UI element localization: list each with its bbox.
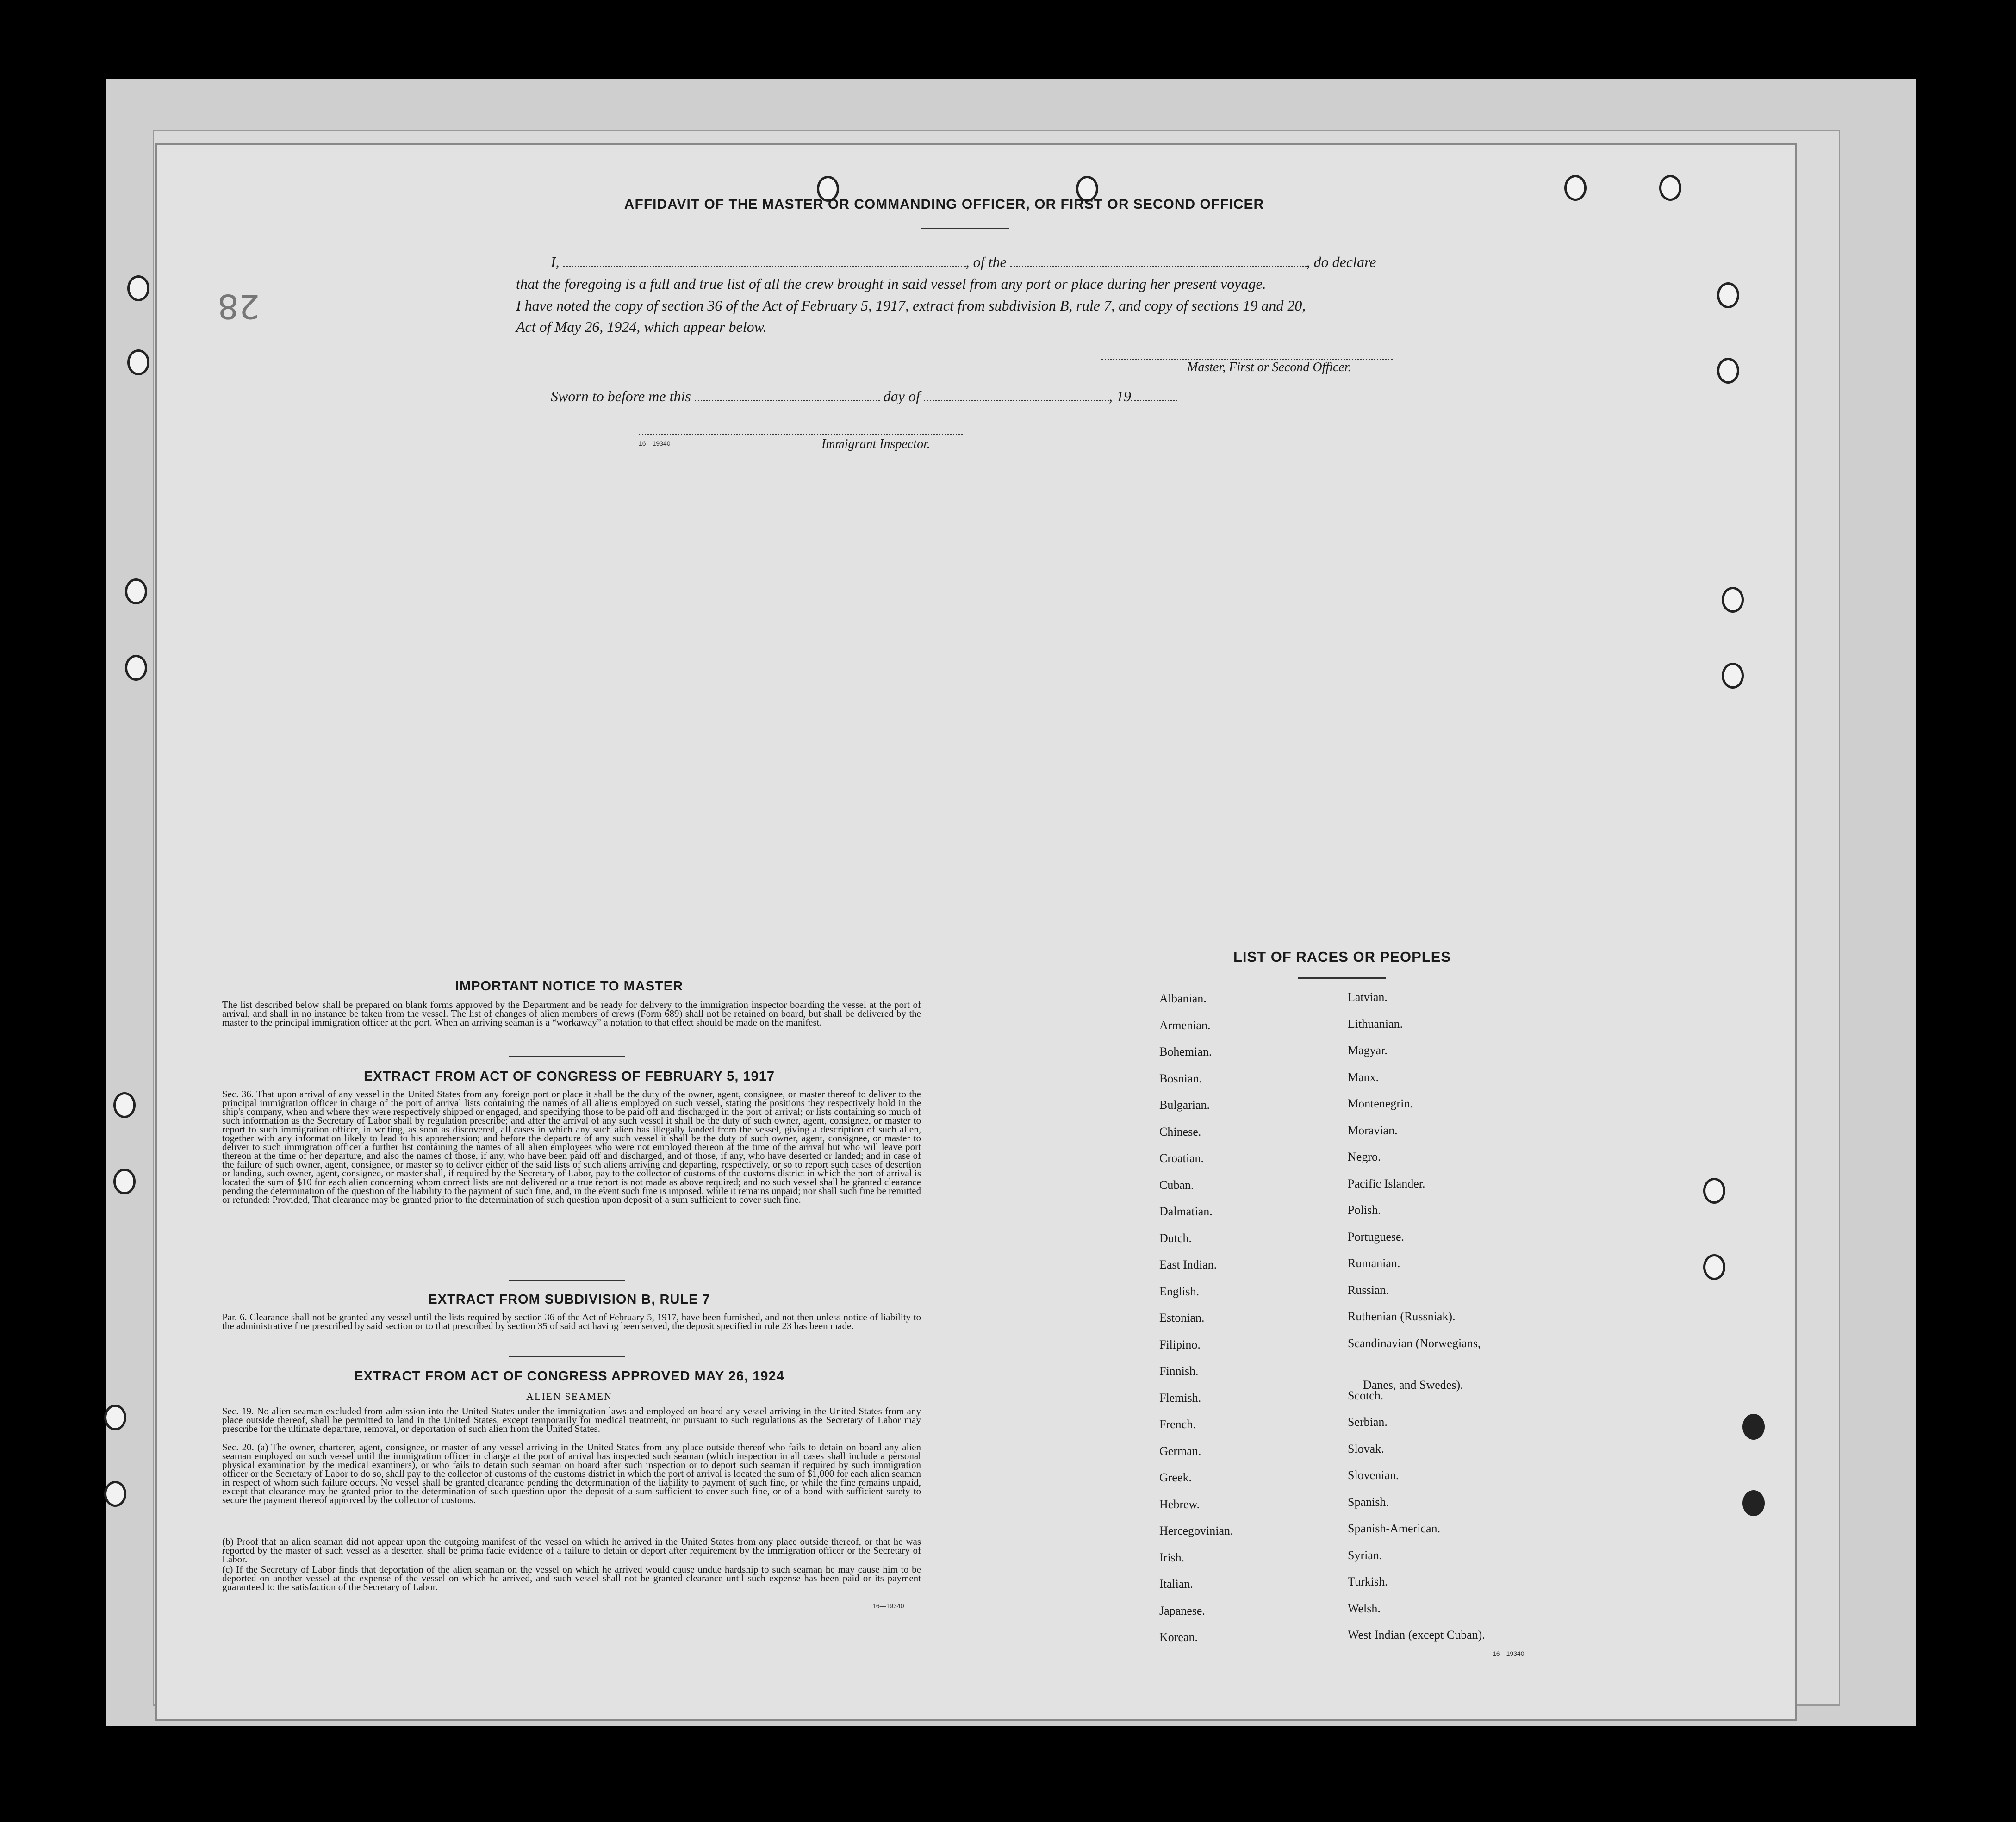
race-item: Syrian. — [1348, 1548, 1382, 1562]
race-item: Hebrew. — [1159, 1497, 1200, 1511]
race-item: Armenian. — [1159, 1018, 1211, 1032]
punch-hole-icon — [104, 1405, 126, 1430]
sec20b-text: (b) Proof that an alien seaman did not appear upon the outgoing manifest of the vessel on which he arrived in the United States from any place outside thereof, or that he was reported by the master of such vessel as a deserter, shall be prima facie evidence of a failure to detain or deport after requirement by the immigration officer or the Secretary of Labor. — [222, 1536, 921, 1565]
race-item: German. — [1159, 1444, 1201, 1458]
race-item: Turkish. — [1348, 1575, 1388, 1588]
punch-hole-icon — [1717, 282, 1739, 308]
race-item: Latvian. — [1348, 990, 1388, 1004]
punch-hole-icon — [113, 1169, 136, 1194]
race-item: English. — [1159, 1284, 1199, 1298]
affidavit-title: AFFIDAVIT OF THE MASTER OR COMMANDING OFFICER, OR FIRST OR SECOND OFFICER — [624, 197, 1264, 212]
race-item: Italian. — [1159, 1577, 1193, 1591]
alien-seamen-subtitle: ALIEN SEAMEN — [526, 1391, 612, 1402]
race-item: Bosnian. — [1159, 1071, 1202, 1085]
race-item: West Indian (except Cuban). — [1348, 1628, 1485, 1642]
punch-hole-icon — [125, 578, 147, 604]
punch-hole-icon — [1717, 358, 1739, 384]
race-item: French. — [1159, 1418, 1196, 1431]
race-item: Finnish. — [1159, 1364, 1199, 1378]
punch-hole-icon — [1659, 175, 1681, 201]
race-item: Filipino. — [1159, 1337, 1201, 1351]
race-item: Spanish-American. — [1348, 1522, 1441, 1535]
race-item: East Indian. — [1159, 1258, 1217, 1271]
race-item: Dutch. — [1159, 1231, 1192, 1245]
race-item: Rumanian. — [1348, 1256, 1400, 1270]
race-item: Chinese. — [1159, 1125, 1201, 1138]
race-item: Slovak. — [1348, 1442, 1384, 1455]
punch-hole-icon — [1722, 663, 1744, 689]
sec19-text: Sec. 19. No alien seaman excluded from admission into the United States under the immigration laws and employed on board any vessel arriving in the United States from any place outside thereof, shall be permitted to land in the United States, except temporarily for medical treatment, or pursuant to such regulations as the Secretary of Labor may prescribe for the ultimate departure, removal, or deportation of such alien from the United States. — [222, 1405, 921, 1434]
race-item: Lithuanian. — [1348, 1017, 1403, 1031]
race-item: Welsh. — [1348, 1601, 1381, 1615]
punch-hole-icon — [1722, 587, 1744, 613]
sworn-line: Sworn to before me this day of , 19 — [551, 388, 1177, 405]
race-item: Cuban. — [1159, 1178, 1194, 1192]
race-item: Ruthenian (Russniak). — [1348, 1310, 1456, 1323]
form-number: 16—19340 — [872, 1602, 904, 1610]
race-item: Croatian. — [1159, 1151, 1204, 1165]
punch-hole-icon — [1742, 1490, 1765, 1516]
race-item: Serbian. — [1348, 1415, 1388, 1429]
race-item: Montenegrin. — [1348, 1097, 1413, 1110]
inspector-caption: Immigrant Inspector. — [821, 437, 930, 451]
punch-hole-icon — [1742, 1414, 1765, 1440]
punch-hole-icon — [127, 275, 149, 301]
punch-hole-icon — [113, 1092, 136, 1118]
race-item: Manx. — [1348, 1070, 1379, 1084]
form-number: 16—19340 — [1493, 1650, 1524, 1657]
race-item: Portuguese. — [1348, 1230, 1405, 1244]
race-item: Bohemian. — [1159, 1045, 1212, 1058]
race-item: Scandinavian (Norwegians, — [1348, 1336, 1481, 1350]
divider — [509, 1356, 625, 1357]
divider — [509, 1280, 625, 1281]
extract-rule7-title: EXTRACT FROM SUBDIVISION B, RULE 7 — [428, 1292, 710, 1307]
affidavit-text-line: I have noted the copy of section 36 of the Act of February 5, 1917, extract from subdivision B, rule 7, and copy of sections 19 and 20, — [516, 297, 1306, 314]
sec20c-text: (c) If the Secretary of Labor finds that deportation of the alien seaman on the vessel on which he arrived would cause undue hardship to such seaman he may cause him to be deported on another vessel at the expense of the vessel on which he arrived, and such vessel shall not be granted clearance until such expense has been paid or its payment guaranteed to the satisfaction of the Secretary of Labor. — [222, 1564, 921, 1592]
race-item: Irish. — [1159, 1550, 1185, 1564]
punch-hole-icon — [1564, 175, 1587, 201]
race-item: Estonian. — [1159, 1311, 1205, 1325]
extract-1917-title: EXTRACT FROM ACT OF CONGRESS OF FEBRUARY 5, 1917 — [363, 1069, 775, 1084]
race-item: Japanese. — [1159, 1604, 1205, 1617]
punch-hole-icon — [1703, 1178, 1725, 1204]
race-item: Scotch. — [1348, 1388, 1384, 1402]
race-item: Korean. — [1159, 1630, 1198, 1644]
notice-text: The list described below shall be prepared on blank forms approved by the Department and be ready for delivery to the immigration inspector boarding the vessel at the port of arrival, and shall in no instance be taken from the vessel. The list of changes of alien members of crews (Form 689) shall not be retained on board, but shall be delivered by the master to the principal immigration officer at the port. When an arriving seaman is a “workaway” a notation to that effect should be made on the manifest. — [222, 999, 921, 1028]
extract-1917-text: Sec. 36. That upon arrival of any vessel in the United States from any foreign port or place it shall be the duty of the owner, agent, consignee, or master thereof to deliver to the principal immigration officer in charge of the port of arrival lists containing the names of all aliens employed on such vessel, stating the positions they respectively hold in the ship's company, when and where they were respectively shipped or engaged, and specifying those to be paid off and discharged in the port of arrival; or lists containing so much of such information as the Secretary of Labor shall by regulation prescribe; and after the arrival of any such vessel it shall be the duty of such owner, agent, consignee, or master to report to such immigration officer, in writing, as soon as discovered, all cases in which any such alien has illegally landed from the vessel, giving a description of such alien, together with any information likely to lead to his apprehension; and before the departure of any such vessel it shall be the duty of such owner, agent, consignee, or master to deliver to such immigration officer a further list containing the names of all alien employees who were not employed thereon at the time of the arrival but who will leave port thereon at the time of her departure, and also the names of those, if any, who have been paid off and discharged, and of those, if any, who have deserted or landed; and in case of the failure of such owner, agent, consignee, or master so to deliver either of the said lists of such aliens arriving and departing, respectively, or so to report such cases of desertion or landing, such owner, agent, consignee, or master shall, if required by the Secretary of Labor, pay to the collector of customs of the customs district in which the port of arrival is located the sum of $10 for each alien concerning whom correct lists are not delivered or a true report is not made as above required; and no such vessel shall be granted clearance pending the determination of the question of the liability to the payment of such fine, and, in the event such fine is imposed, while it remains unpaid; nor shall such fine be remitted or refunded: Provided, That clearance may be granted prior to the determination of such question upon deposit of a sum sufficient to cover such fine. — [222, 1088, 921, 1205]
divider — [1298, 977, 1386, 979]
punch-hole-icon — [104, 1481, 126, 1507]
race-item: Greek. — [1159, 1471, 1192, 1484]
punch-hole-icon — [125, 655, 147, 681]
race-item: Magyar. — [1348, 1044, 1388, 1057]
affidavit-declaration-line: I, , of the , do declare — [551, 254, 1376, 270]
divider — [921, 228, 1009, 229]
race-item: Polish. — [1348, 1203, 1381, 1217]
punch-hole-icon — [127, 349, 149, 375]
race-item: Bulgarian. — [1159, 1098, 1210, 1112]
race-item: Danes, and Swedes). — [1363, 1378, 1463, 1392]
race-item: Dalmatian. — [1159, 1205, 1213, 1218]
inspector-line — [639, 434, 963, 435]
race-item: Spanish. — [1348, 1495, 1389, 1509]
race-item: Russian. — [1348, 1283, 1389, 1297]
affidavit-text-line: that the foregoing is a full and true list of all the crew brought in said vessel from any port or place during her present voyage. — [516, 275, 1266, 292]
sec20a-text: Sec. 20. (a) The owner, charterer, agent, consignee, or master of any vessel arriving in the United States from any place outside thereof who fails to detain on board any alien seaman employed on such vessel until the immigration officer in charge at the port of arrival has inspected such seaman (which inspection in all cases shall include a personal physical examination by the medical examiners), or who fails to detain such seaman on board after such inspection or to deport such seaman if required by such immigration officer or the Secretary of Labor to do so, shall pay to the collector of customs of the customs district in which the port of arrival is located the sum of $1,000 for each alien seaman in respect of whom such failure occurs. No vessel shall be granted clearance pending the determination of the liability to payment of such fine, or while the fine remains unpaid, except that clearance may be granted prior to the determination of such question upon the deposit of a sum sufficient to cover such fine, or of a bond with sufficient surety to secure the payment thereof approved by the collector of customs. — [222, 1442, 921, 1505]
signature-caption: Master, First or Second Officer. — [1187, 360, 1351, 374]
race-item: Moravian. — [1348, 1123, 1398, 1137]
form-number: 16—19340 — [639, 440, 671, 447]
race-item: Hercegovinian. — [1159, 1524, 1233, 1537]
divider — [509, 1056, 625, 1057]
race-item: Negro. — [1348, 1150, 1381, 1163]
race-item: Flemish. — [1159, 1391, 1201, 1405]
pencil-page-number: 28 — [218, 287, 260, 326]
race-item: Slovenian. — [1348, 1468, 1399, 1482]
punch-hole-icon — [1703, 1254, 1725, 1280]
extract-rule7-text: Par. 6. Clearance shall not be granted any vessel until the lists required by section 36 of the Act of February 5, 1917, have been furnished, and not then unless notice of liability to the administrative fine prescribed by said section or to that prescribed by section 35 of said act having been served, the deposit specified in rule 23 has been made. — [222, 1312, 921, 1331]
race-item: Pacific Islander. — [1348, 1176, 1425, 1190]
affidavit-text-line: Act of May 26, 1924, which appear below. — [516, 318, 767, 335]
races-title: LIST OF RACES OR PEOPLES — [1233, 949, 1451, 965]
race-item: Albanian. — [1159, 992, 1207, 1005]
extract-1924-title: EXTRACT FROM ACT OF CONGRESS APPROVED MAY 26, 1924 — [354, 1369, 784, 1384]
notice-title: IMPORTANT NOTICE TO MASTER — [455, 979, 684, 994]
